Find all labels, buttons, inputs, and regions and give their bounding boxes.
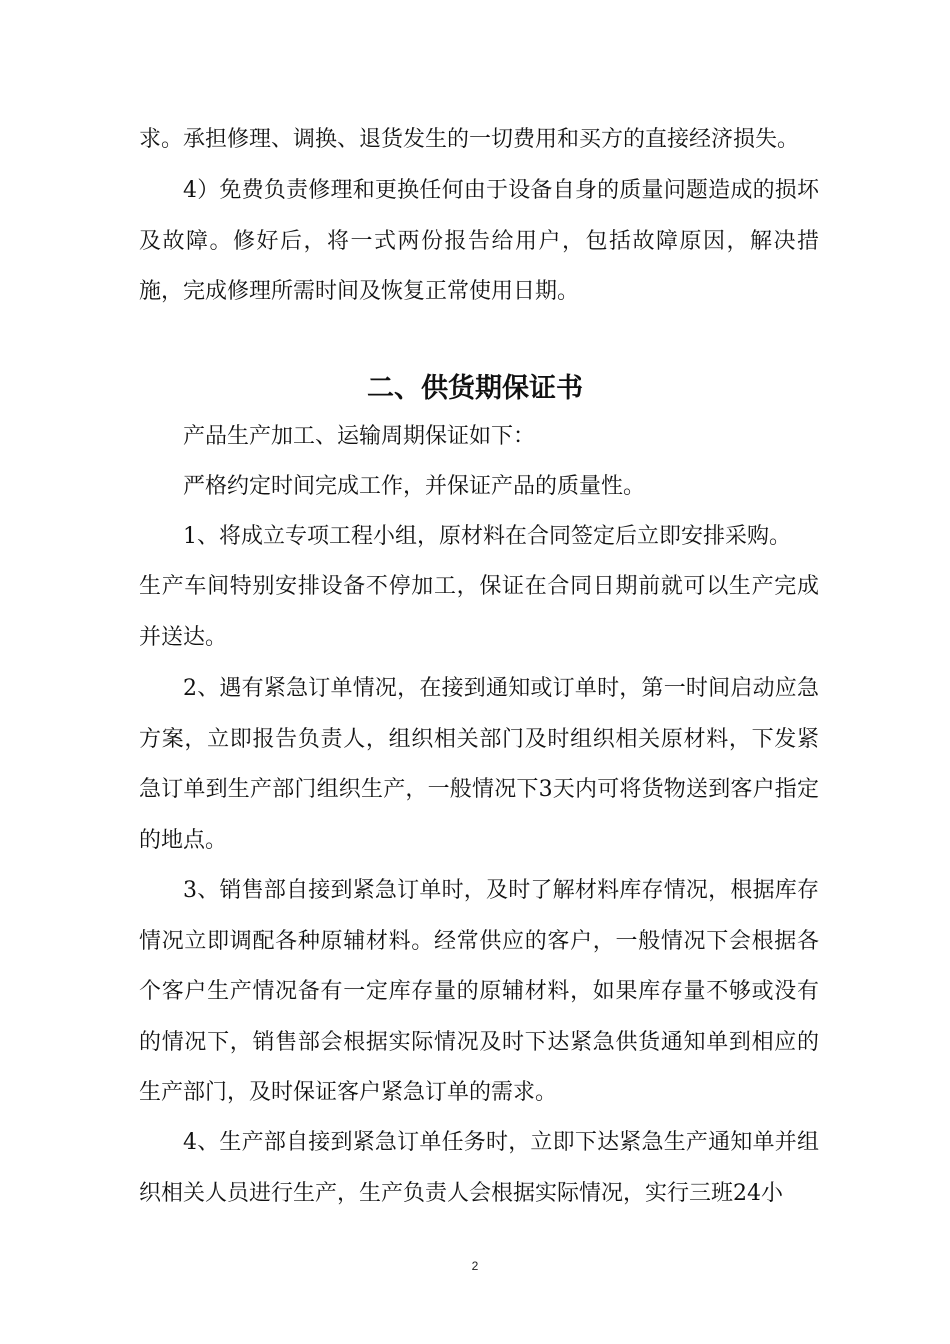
paragraph-liability-continuation: 求。承担修理、调换、退货发生的一切费用和买方的直接经济损失。 xyxy=(139,127,800,152)
paragraph-strict-schedule: 严格约定时间完成工作，并保证产品的质量性。 xyxy=(183,474,646,499)
paragraph-item-3: 3、销售部自接到紧急订单时，及时了解材料库存情况，根据库存情况立即调配各种原辅材料。经常供应的客户，一般情况下会根据各个客户生产情况备有一定库存量的原辅材料，如果库存量不够或没有的情况下，销售部会根据实际情况及时下达紧急供货通知单到相应的生产部门，及时保证客户紧急订单的需求。 xyxy=(139,878,819,1105)
paragraph-item-2: 2、遇有紧急订单情况，在接到通知或订单时，第一时间启动应急方案，立即报告负责人，组织相关部门及时组织相关原材料，下发紧急订单到生产部门组织生产，一般情况下3天内可将货物送到客户指定的地点。 xyxy=(139,676,819,853)
page-number: 2 xyxy=(471,1259,479,1273)
paragraph-item-1: 1、将成立专项工程小组，原材料在合同签定后立即安排采购。 xyxy=(183,524,791,549)
paragraph-free-repair: 4）免费负责修理和更换任何由于设备自身的质量问题造成的损坏及故障。修好后，将一式两份报告给用户，包括故障原因，解决措施，完成修理所需时间及恢复正常使用日期。 xyxy=(139,178,819,304)
section-heading-delivery-guarantee: 二、供货期保证书 xyxy=(367,373,583,404)
paragraph-item-1-continued: 生产车间特别安排设备不停加工，保证在合同日期前就可以生产完成并送达。 xyxy=(139,574,819,650)
paragraph-cycle-intro: 产品生产加工、运输周期保证如下： xyxy=(183,424,536,449)
paragraph-item-4: 4、生产部自接到紧急订单任务时，立即下达紧急生产通知单并组织相关人员进行生产，生产负责人会根据实际情况，实行三班24小 xyxy=(139,1130,819,1206)
